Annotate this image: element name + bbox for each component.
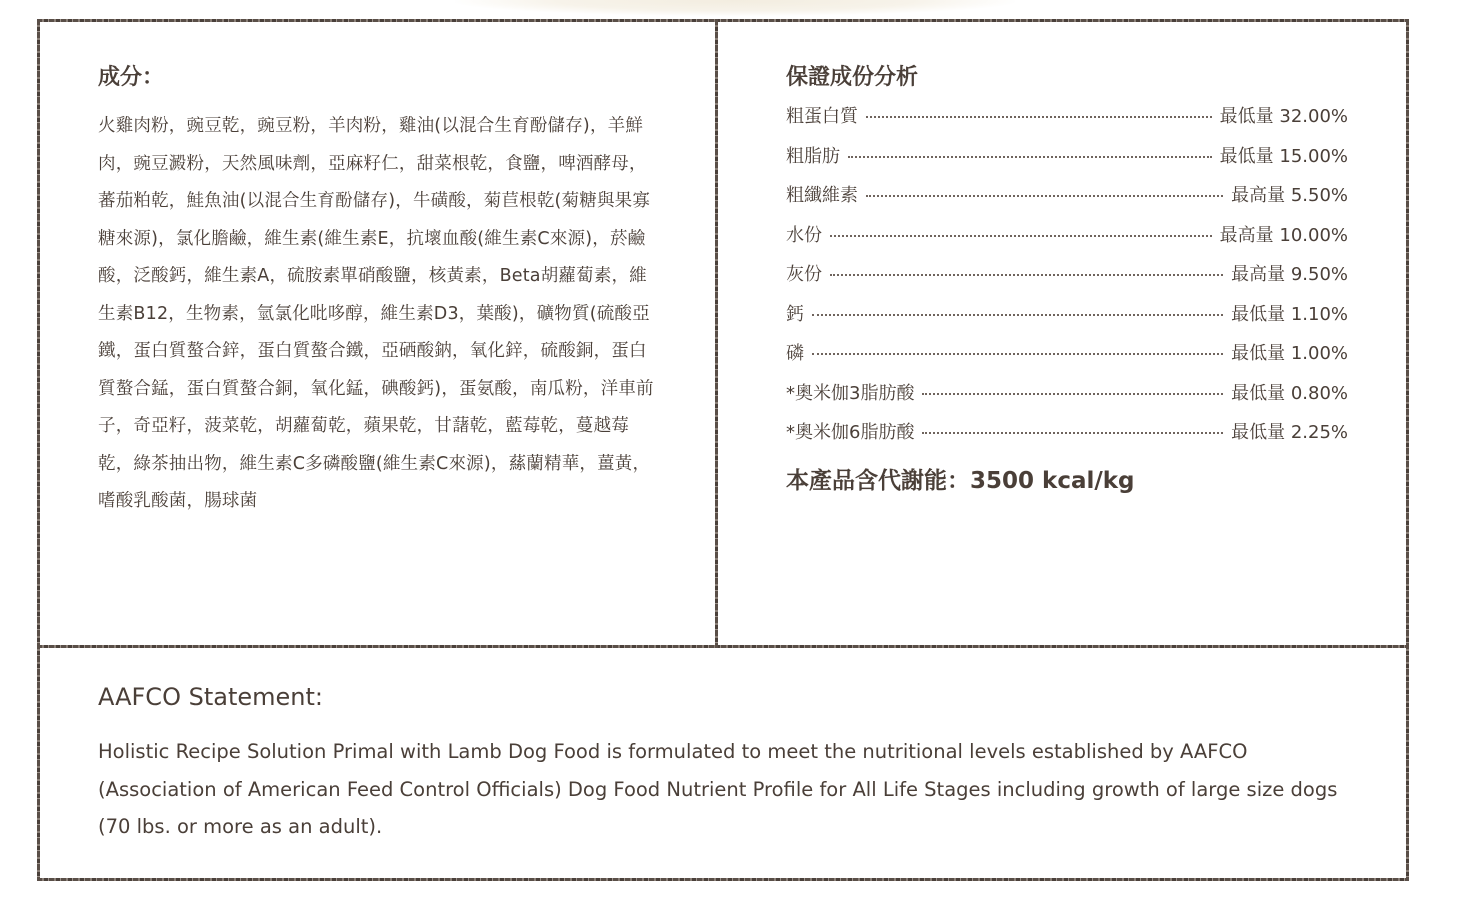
- analysis-title: 保證成份分析: [786, 65, 919, 90]
- analysis-row: [786, 102, 1348, 142]
- analysis-row: [786, 300, 1348, 340]
- dot-leader: [812, 353, 1223, 355]
- metabolizable-energy: 本產品含代謝能：3500 kcal/kg: [786, 468, 1135, 494]
- dot-leader: [830, 235, 1212, 237]
- analysis-value: 最低量 0.80%: [1231, 382, 1348, 404]
- analysis-label: 鈣: [786, 303, 804, 325]
- ingredients-title: 成分：: [98, 65, 165, 90]
- frame-center-divider: [715, 19, 718, 648]
- analysis-row: [786, 260, 1348, 300]
- analysis-label: *奧米伽6脂肪酸: [786, 422, 915, 443]
- analysis-label: *奧米伽3脂肪酸: [786, 382, 915, 404]
- analysis-row: [786, 418, 1348, 458]
- analysis-label: 粗蛋白質: [786, 106, 858, 127]
- frame-right-border: [1406, 19, 1409, 881]
- analysis-label: 水份: [786, 224, 822, 246]
- analysis-row: [786, 142, 1348, 182]
- analysis-row: [786, 221, 1348, 261]
- top-decoration: [455, 0, 1015, 16]
- analysis-value: 最低量 2.25%: [1231, 422, 1348, 443]
- analysis-row: [786, 339, 1348, 379]
- analysis-value: 最低量 1.00%: [1231, 343, 1348, 364]
- ingredients-text: 火雞肉粉，豌豆乾，豌豆粉，羊肉粉，雞油(以混合生育酚儲存)，羊鮮肉，豌豆澱粉，天然風味劑，亞麻籽仁，甜菜根乾，食鹽，啤酒酵母，蕃茄粕乾，鮭魚油(以混合生育酚儲存)，牛磺酸，菊苣根乾(菊糖與果寡糖來源)，氯化膽鹼，維生素(維生素E，抗壞血酸(維生素C來源)，菸鹼酸，泛酸鈣，維生素A，硫胺素單硝酸鹽，核黃素，Beta胡蘿蔔素，維生素B12，生物素，氫氯化吡哆醇，維生素D3，葉酸)，礦物質(硫酸亞鐵，蛋白質螯合鋅，蛋白質螯合鐵，亞硒酸鈉，氧化鋅，硫酸銅，蛋白質螯合錳，蛋白質螯合銅，氧化錳，碘酸鈣)，蛋氨酸，南瓜粉，洋車前子，奇亞籽，菠菜乾，胡蘿蔔乾，蘋果乾，甘藷乾，藍莓乾，蔓越莓乾，綠茶抽出物，維生素C多磷酸鹽(維生素C來源)，蕬蘭精華，薑黃，嗜酸乳酸菌，腸球菌: [98, 116, 654, 511]
- frame-bottom-border: [37, 878, 1409, 881]
- analysis-value: 最高量 5.50%: [1231, 185, 1348, 206]
- analysis-list: [786, 102, 1348, 458]
- analysis-value: 最低量 32.00%: [1219, 106, 1348, 127]
- dot-leader: [812, 314, 1223, 316]
- analysis-value: 最高量 10.00%: [1219, 224, 1348, 246]
- frame-left-border: [37, 19, 40, 881]
- aafco-title: AAFCO Statement:: [98, 683, 323, 711]
- analysis-label: 粗纖維素: [786, 185, 858, 206]
- analysis-value: 最低量 1.10%: [1231, 303, 1348, 325]
- dot-leader: [866, 195, 1223, 197]
- dot-leader: [922, 393, 1223, 395]
- analysis-label: 粗脂肪: [786, 145, 840, 167]
- analysis-label: 灰份: [786, 264, 822, 285]
- analysis-value: 最高量 9.50%: [1231, 264, 1348, 285]
- analysis-value: 最低量 15.00%: [1219, 145, 1348, 167]
- dot-leader: [866, 116, 1212, 118]
- aafco-statement-text: Holistic Recipe Solution Primal with Lamb Dog Food is formulated to meet the nutritional levels established by AAFCO (Association of American Feed Control Officials) Dog Food Nutrient Profile for All Life Stages including growth of large size dogs (70 lbs. or more as an adult).: [98, 740, 1338, 838]
- analysis-label: 磷: [786, 343, 804, 364]
- dot-leader: [922, 432, 1223, 434]
- frame-middle-border: [37, 645, 1409, 648]
- frame-top-border: [37, 19, 1409, 22]
- dot-leader: [830, 274, 1223, 276]
- analysis-row: [786, 181, 1348, 221]
- dot-leader: [848, 156, 1212, 158]
- analysis-row: [786, 379, 1348, 419]
